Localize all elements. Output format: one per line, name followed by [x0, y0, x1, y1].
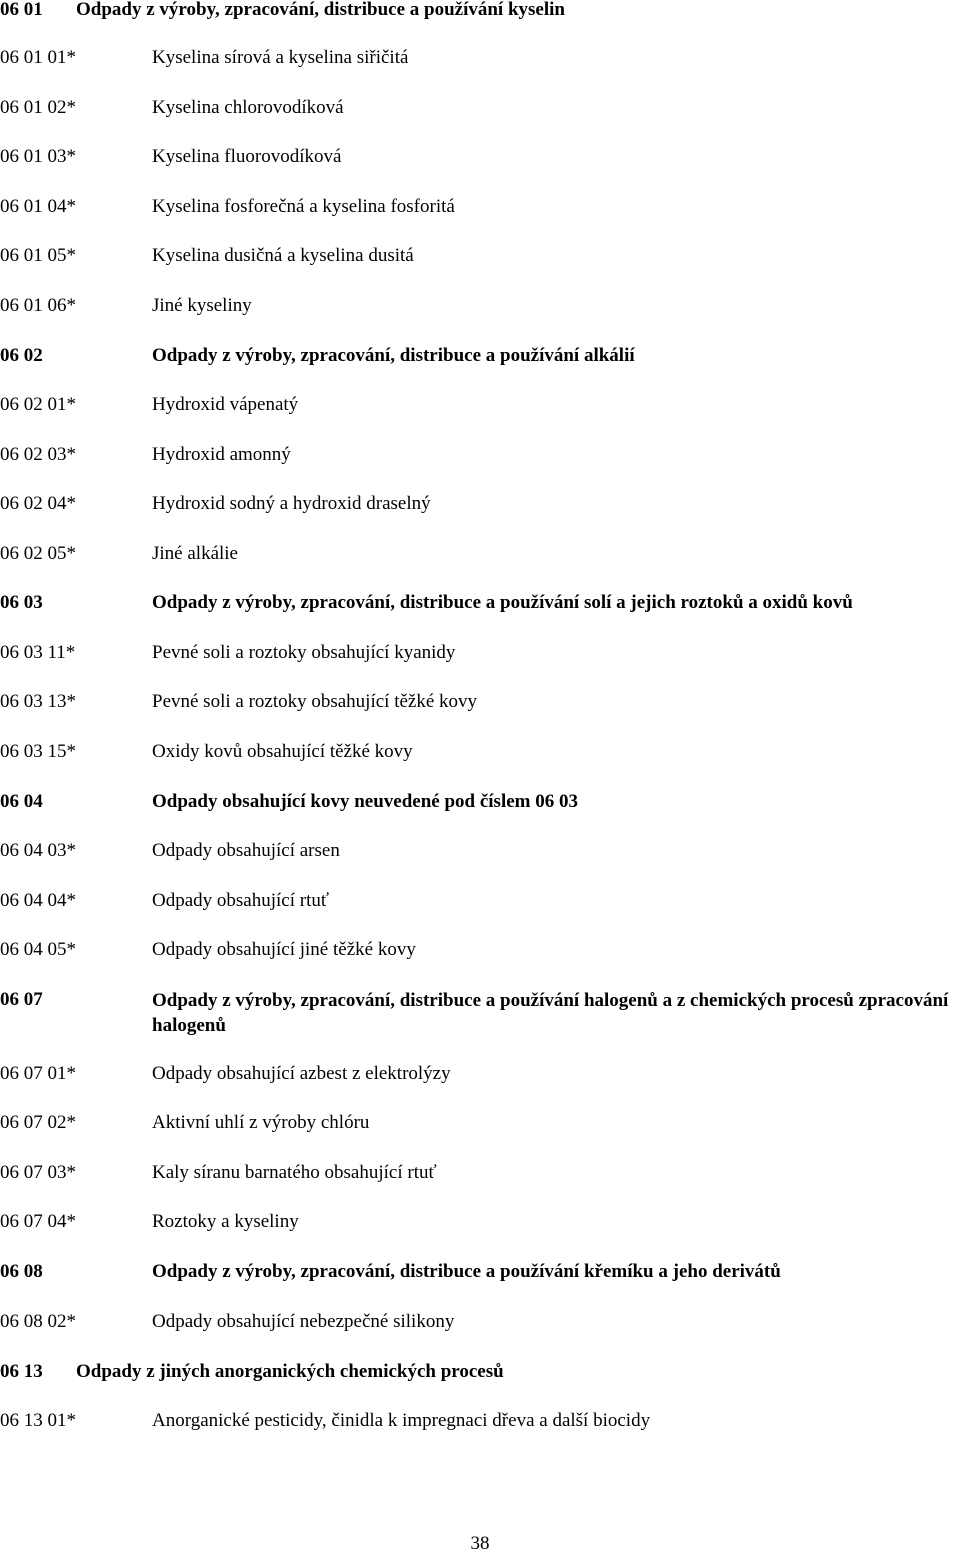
item-code: 06 13 01* [0, 1410, 76, 1431]
item-code: 06 02 01* [0, 394, 76, 415]
item-code: 06 07 02* [0, 1112, 76, 1133]
item-label: Hydroxid vápenatý [152, 394, 299, 415]
page-number: 38 [470, 1533, 490, 1554]
item-code: 06 01 02* [0, 97, 76, 118]
item-code: 06 01 05* [0, 245, 76, 266]
section-code: 06 13 [0, 1361, 43, 1382]
item-label: Odpady obsahující azbest z elektrolýzy [152, 1063, 451, 1084]
item-label: Jiné kyseliny [152, 295, 252, 316]
item-code: 06 07 01* [0, 1063, 76, 1084]
item-label: Jiné alkálie [152, 543, 238, 564]
section-code: 06 01 [0, 0, 43, 20]
item-code: 06 04 04* [0, 890, 76, 911]
item-code: 06 07 03* [0, 1162, 76, 1183]
item-label: Anorganické pesticidy, činidla k impregnaci dřeva a další biocidy [152, 1410, 651, 1431]
item-label: Kyselina fluorovodíková [152, 146, 342, 167]
item-label: Odpady obsahující jiné těžké kovy [152, 939, 416, 960]
item-code: 06 01 03* [0, 146, 76, 167]
item-code: 06 01 01* [0, 47, 76, 68]
item-code: 06 08 02* [0, 1311, 76, 1332]
item-code: 06 03 13* [0, 691, 76, 712]
item-label: Roztoky a kyseliny [152, 1211, 299, 1232]
item-label: Odpady obsahující arsen [152, 840, 340, 861]
item-code: 06 03 15* [0, 741, 76, 762]
section-code: 06 08 [0, 1261, 43, 1282]
item-label: Kaly síranu barnatého obsahující rtuť [152, 1162, 437, 1183]
item-code: 06 02 04* [0, 493, 76, 514]
item-label: Pevné soli a roztoky obsahující těžké kovy [152, 691, 478, 712]
section-title: Odpady obsahující kovy neuvedené pod číslem 06 03 [152, 791, 578, 812]
section-code: 06 02 [0, 345, 43, 366]
section-title: Odpady z výroby, zpracování, distribuce a používání solí a jejich roztoků a oxidů kovů [152, 592, 853, 613]
item-label: Hydroxid sodný a hydroxid draselný [152, 493, 431, 514]
section-title: Odpady z výroby, zpracování, distribuce a používání halogenů a z chemických procesů zpracování halogenů [152, 990, 949, 1036]
item-label: Odpady obsahující nebezpečné silikony [152, 1311, 455, 1332]
section-code: 06 03 [0, 592, 43, 613]
item-code: 06 01 06* [0, 295, 76, 316]
item-label: Kyselina sírová a kyselina siřičitá [152, 47, 409, 68]
item-code: 06 03 11* [0, 642, 76, 663]
section-title: Odpady z výroby, zpracování, distribuce a používání křemíku a jeho derivátů [152, 1261, 781, 1282]
item-label: Kyselina dusičná a kyselina dusitá [152, 245, 414, 266]
section-title: Odpady z výroby, zpracování, distribuce a používání kyselin [76, 0, 565, 20]
item-label: Aktivní uhlí z výroby chlóru [152, 1112, 370, 1133]
item-label: Pevné soli a roztoky obsahující kyanidy [152, 642, 456, 663]
item-code: 06 04 05* [0, 939, 76, 960]
section-title: Odpady z jiných anorganických chemických procesů [76, 1361, 504, 1382]
item-code: 06 07 04* [0, 1211, 76, 1232]
item-code: 06 02 03* [0, 444, 76, 465]
item-label: Hydroxid amonný [152, 444, 291, 465]
item-label: Kyselina chlorovodíková [152, 97, 344, 118]
item-label: Kyselina fosforečná a kyselina fosforitá [152, 196, 455, 217]
section-code: 06 07 [0, 989, 43, 1010]
item-label: Oxidy kovů obsahující těžké kovy [152, 741, 413, 762]
section-code: 06 04 [0, 791, 43, 812]
item-label: Odpady obsahující rtuť [152, 890, 329, 911]
item-code: 06 01 04* [0, 196, 76, 217]
item-code: 06 02 05* [0, 543, 76, 564]
section-title: Odpady z výroby, zpracování, distribuce a používání alkálií [152, 345, 635, 366]
item-code: 06 04 03* [0, 840, 76, 861]
